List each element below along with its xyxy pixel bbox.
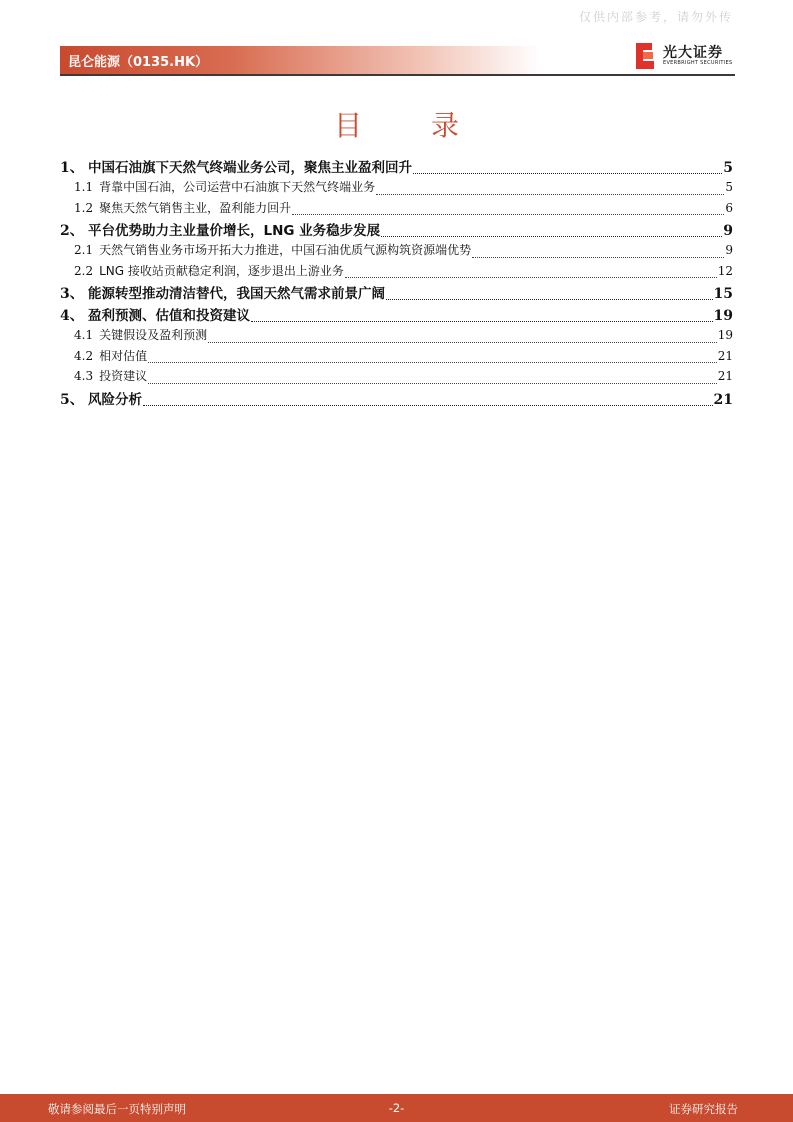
toc-entry-number: 1.2: [74, 200, 94, 215]
toc-entry-number: 4.3: [74, 369, 94, 383]
toc-entry-number: 2.2: [74, 263, 94, 278]
toc-entry-page: 19: [717, 328, 733, 342]
table-of-contents: [60, 156, 733, 410]
toc-entry[interactable]: [60, 178, 733, 199]
toc-entry-title: LNG 接收站贡献稳定利润，逐步退出上游业务: [99, 263, 344, 278]
toc-entry-page: 19: [713, 308, 733, 324]
toc-entry-number: 1.1: [74, 180, 94, 194]
toc-leader-dots: [376, 194, 724, 195]
toc-entry-title: 相对估值: [99, 348, 148, 363]
toc-entry[interactable]: [60, 282, 733, 304]
toc-entry-page: 21: [717, 348, 733, 363]
header-title-bar: [60, 46, 540, 74]
toc-entry-title: 平台优势助力主业量价增长，LNG 业务稳步发展: [88, 223, 381, 239]
toc-entry-number: 4、: [60, 308, 84, 324]
toc-leader-dots: [208, 342, 717, 343]
toc-entry-title: 投资建议: [99, 369, 148, 383]
toc-leader-dots: [148, 383, 717, 384]
logo-chinese-name: 光大证券: [663, 45, 723, 61]
toc-leader-dots: [148, 362, 717, 363]
toc-entry[interactable]: [60, 367, 733, 388]
footer-page-number: -2-: [388, 1101, 405, 1115]
toc-entry-page: 21: [713, 391, 733, 408]
toc-leader-dots: [292, 214, 724, 215]
toc-leader-dots: [386, 299, 713, 300]
toc-entry-page: 12: [717, 263, 733, 278]
toc-entry-title: 盈利预测、估值和投资建议: [88, 308, 250, 324]
everbright-logo-icon: [635, 42, 655, 70]
toc-entry-page: 9: [723, 223, 733, 239]
everbright-logo: [635, 40, 735, 72]
toc-leader-dots: [381, 236, 722, 237]
toc-entry-title: 能源转型推动清洁替代，我国天然气需求前景广阔: [88, 286, 385, 302]
watermark-text: 仅供内部参考，请勿外传: [578, 10, 733, 24]
footer-disclaimer: 敬请参阅最后一页特别声明: [48, 1102, 186, 1116]
toc-entry[interactable]: [60, 156, 733, 178]
toc-entry-page: 9: [725, 243, 733, 257]
toc-entry-page: 5: [723, 160, 733, 176]
logo-english-name: EVERBRIGHT SECURITIES: [663, 60, 733, 66]
toc-leader-dots: [472, 257, 724, 258]
toc-entry[interactable]: [60, 199, 733, 220]
toc-entry-title: 关键假设及盈利预测: [99, 328, 208, 342]
toc-entry[interactable]: [60, 241, 733, 262]
toc-entry-page: 21: [717, 369, 733, 383]
header-divider: [60, 74, 735, 76]
page-header: [60, 46, 735, 74]
toc-entry-title: 风险分析: [88, 391, 142, 408]
toc-leader-dots: [143, 405, 713, 406]
toc-entry-title: 聚焦天然气销售主业，盈利能力回升: [99, 200, 292, 215]
toc-leader-dots: [251, 321, 713, 322]
toc-entry-number: 1、: [60, 160, 84, 176]
toc-entry[interactable]: [60, 304, 733, 326]
toc-entry[interactable]: [60, 347, 733, 368]
page-footer: [0, 1094, 793, 1122]
toc-leader-dots: [413, 173, 722, 174]
toc-entry-title: 天然气销售业务市场开拓大力推进，中国石油优质气源构筑资源端优势: [99, 243, 472, 257]
toc-entry-page: 6: [725, 200, 733, 215]
toc-leader-dots: [345, 277, 717, 278]
report-company-title: 昆仑能源（0135.HK）: [68, 55, 209, 70]
toc-entry-page: 15: [713, 286, 733, 302]
footer-report-type: 证券研究报告: [669, 1102, 738, 1116]
toc-entry-page: 5: [725, 180, 733, 194]
toc-entry[interactable]: [60, 326, 733, 347]
toc-entry-number: 4.2: [74, 348, 94, 363]
toc-entry-title: 中国石油旗下天然气终端业务公司，聚焦主业盈利回升: [88, 160, 412, 176]
toc-entry-number: 2.1: [74, 243, 94, 257]
toc-entry[interactable]: [60, 219, 733, 241]
toc-title: 目 录: [334, 109, 489, 142]
toc-entry-title: 背靠中国石油，公司运营中石油旗下天然气终端业务: [99, 180, 376, 194]
toc-entry-number: 4.1: [74, 328, 94, 342]
toc-entry-number: 5、: [60, 391, 84, 408]
toc-entry[interactable]: [60, 262, 733, 283]
toc-entry-number: 3、: [60, 286, 84, 302]
toc-entry-number: 2、: [60, 223, 84, 239]
toc-entry[interactable]: [60, 388, 733, 410]
